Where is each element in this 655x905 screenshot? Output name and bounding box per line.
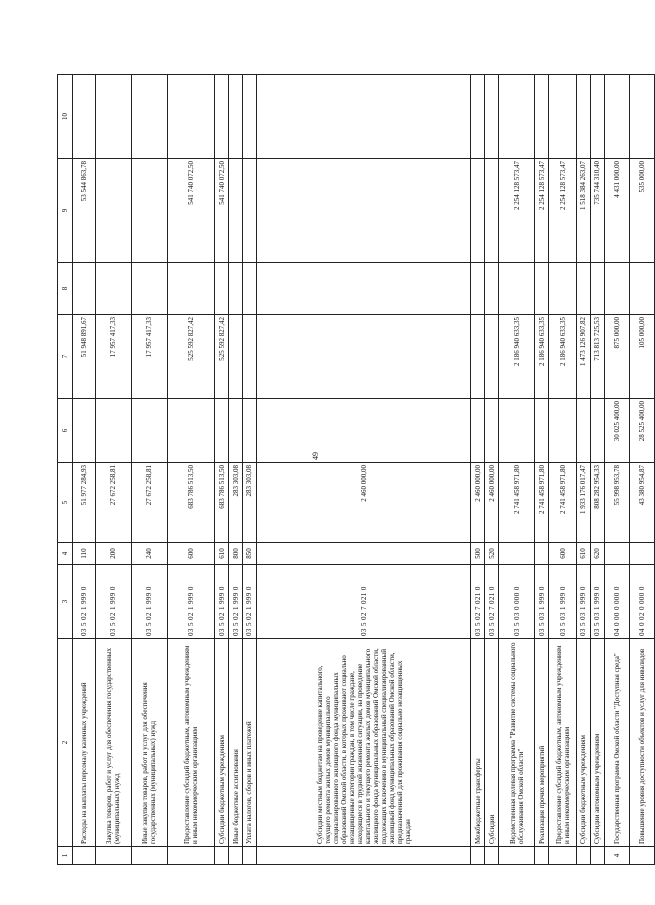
- amount-col8: [499, 263, 535, 315]
- table-row: [604, 75, 629, 865]
- description: Межбюджетные трансферты: [471, 639, 485, 847]
- classification-code: 03 5 02 7 021 0: [471, 565, 485, 639]
- table-row: [629, 75, 654, 865]
- amount-col7: [471, 315, 485, 399]
- column-header: 2: [58, 639, 73, 847]
- amount-col10: [590, 75, 604, 159]
- amount-col10: [576, 75, 590, 159]
- amount-col9: 535 000,00: [629, 159, 654, 263]
- amount-col5: 283 303,08: [243, 463, 257, 543]
- amount-col6: [535, 399, 549, 463]
- description: Субсидии автономным учреждениям: [590, 639, 604, 847]
- description: Реализация прочих мероприятий: [535, 639, 549, 847]
- classification-code: 03 5 03 1 999 0: [535, 565, 549, 639]
- classification-code: 03 5 03 1 999 0: [590, 565, 604, 639]
- amount-col9: [229, 159, 243, 263]
- expense-type-code: 240: [131, 543, 167, 565]
- classification-code: 03 5 03 1 999 0: [576, 565, 590, 639]
- table-row: [167, 75, 214, 865]
- table-row: [243, 75, 257, 865]
- amount-col7: 2 186 940 633,35: [535, 315, 549, 399]
- amount-col7: 875 000,00: [604, 315, 629, 399]
- description: Субсидии бюджетным учреждениям: [576, 639, 590, 847]
- amount-col5: 51 977 284,93: [73, 463, 95, 543]
- description: Субсидии: [485, 639, 499, 847]
- classification-code: 03 5 02 1 999 0: [215, 565, 229, 639]
- amount-col5: 2 460 000,00: [256, 463, 470, 543]
- classification-code: 03 5 03 0 000 0: [499, 565, 535, 639]
- amount-col6: [485, 399, 499, 463]
- expense-type-code: 610: [576, 543, 590, 565]
- amount-col10: [629, 75, 654, 159]
- row-number: [576, 847, 590, 865]
- column-header: 1: [58, 847, 73, 865]
- table-row: [256, 75, 470, 865]
- amount-col6: [256, 399, 470, 463]
- table-row: [535, 75, 549, 865]
- amount-col6: 28 525 400,00: [629, 399, 654, 463]
- description: Расходы на выплаты персоналу казенных учреждений: [73, 639, 95, 847]
- table-row: [549, 75, 577, 865]
- column-header: 7: [58, 315, 73, 399]
- column-header: 9: [58, 159, 73, 263]
- amount-col10: [95, 75, 131, 159]
- amount-col5: 2 741 458 971,80: [535, 463, 549, 543]
- row-number: [95, 847, 131, 865]
- amount-col5: 808 282 954,33: [590, 463, 604, 543]
- amount-col6: [549, 399, 577, 463]
- description: Закупка товаров, работ и услуг для обеспечения государственных (муниципальных) нужд: [95, 639, 131, 847]
- expense-type-code: 600: [167, 543, 214, 565]
- amount-col9: 4 431 000,00: [604, 159, 629, 263]
- amount-col6: [590, 399, 604, 463]
- amount-col8: [629, 263, 654, 315]
- row-number: [73, 847, 95, 865]
- amount-col5: 43 380 954,87: [629, 463, 654, 543]
- amount-col7: 105 000,00: [629, 315, 654, 399]
- table-row: [471, 75, 485, 865]
- amount-col6: 30 025 400,00: [604, 399, 629, 463]
- amount-col6: [215, 399, 229, 463]
- amount-col7: 51 948 891,67: [73, 315, 95, 399]
- amount-col9: 53 544 863,78: [73, 159, 95, 263]
- row-number: [590, 847, 604, 865]
- amount-col9: [95, 159, 131, 263]
- classification-code: 03 5 02 1 999 0: [167, 565, 214, 639]
- row-number: [629, 847, 654, 865]
- amount-col10: [535, 75, 549, 159]
- expense-type-code: [256, 543, 470, 565]
- amount-col5: 283 303,08: [229, 463, 243, 543]
- amount-col7: 525 592 827,42: [167, 315, 214, 399]
- amount-col9: [131, 159, 167, 263]
- amount-col9: 735 744 310,40: [590, 159, 604, 263]
- expense-type-code: [629, 543, 654, 565]
- amount-col7: [256, 315, 470, 399]
- amount-col6: [167, 399, 214, 463]
- amount-col8: [73, 263, 95, 315]
- row-number: [215, 847, 229, 865]
- expense-type-code: 850: [243, 543, 257, 565]
- description: Государственная программа Омской области "Доступная среда": [604, 639, 629, 847]
- table-row: [499, 75, 535, 865]
- page-number: 49: [311, 452, 320, 460]
- description: Уплата налогов, сборов и иных платежей: [243, 639, 257, 847]
- amount-col5: 2 460 000,00: [471, 463, 485, 543]
- amount-col8: [131, 263, 167, 315]
- amount-col5: 27 672 258,81: [95, 463, 131, 543]
- classification-code: 03 5 03 1 999 0: [549, 565, 577, 639]
- expense-type-code: [604, 543, 629, 565]
- amount-col8: [229, 263, 243, 315]
- expense-type-code: 620: [590, 543, 604, 565]
- amount-col7: 17 957 417,33: [131, 315, 167, 399]
- amount-col7: [243, 315, 257, 399]
- amount-col10: [131, 75, 167, 159]
- table-row: [576, 75, 590, 865]
- amount-col5: 1 933 176 017,47: [576, 463, 590, 543]
- expense-type-code: 610: [215, 543, 229, 565]
- amount-col6: [243, 399, 257, 463]
- budget-table-sheet: [57, 75, 655, 865]
- amount-col5: 55 998 953,78: [604, 463, 629, 543]
- amount-col7: 2 186 940 633,35: [499, 315, 535, 399]
- description: Повышение уровня доступности объектов и услуг для инвалидов: [629, 639, 654, 847]
- row-number: [485, 847, 499, 865]
- amount-col10: [256, 75, 470, 159]
- amount-col10: [549, 75, 577, 159]
- classification-code: 03 5 02 1 999 0: [73, 565, 95, 639]
- amount-col8: [549, 263, 577, 315]
- classification-code: 03 5 02 1 999 0: [131, 565, 167, 639]
- amount-col10: [229, 75, 243, 159]
- table-row: [73, 75, 95, 865]
- amount-col7: 713 813 725,53: [590, 315, 604, 399]
- amount-col10: [604, 75, 629, 159]
- classification-code: 03 5 02 1 999 0: [95, 565, 131, 639]
- amount-col8: [535, 263, 549, 315]
- amount-col10: [73, 75, 95, 159]
- amount-col7: [485, 315, 499, 399]
- table-row: [131, 75, 167, 865]
- table-row: [215, 75, 229, 865]
- amount-col9: [243, 159, 257, 263]
- budget-table: [57, 74, 655, 865]
- row-number: [499, 847, 535, 865]
- expense-type-code: 200: [95, 543, 131, 565]
- classification-code: 03 5 02 7 021 0: [485, 565, 499, 639]
- amount-col9: 2 254 128 573,47: [535, 159, 549, 263]
- row-number: [549, 847, 577, 865]
- amount-col8: [167, 263, 214, 315]
- column-header: 8: [58, 263, 73, 315]
- table-row: [229, 75, 243, 865]
- amount-col9: [471, 159, 485, 263]
- amount-col7: 2 186 940 633,35: [549, 315, 577, 399]
- column-header: 6: [58, 399, 73, 463]
- description: Предоставление субсидий бюджетным, автономным учреждениям и иным некоммерческим организациям: [167, 639, 214, 847]
- amount-col9: 2 254 128 573,47: [549, 159, 577, 263]
- amount-col8: [590, 263, 604, 315]
- amount-col9: [256, 159, 470, 263]
- classification-code: 03 5 02 1 999 0: [243, 565, 257, 639]
- amount-col6: [499, 399, 535, 463]
- row-number: [229, 847, 243, 865]
- amount-col10: [499, 75, 535, 159]
- amount-col8: [471, 263, 485, 315]
- expense-type-code: 800: [229, 543, 243, 565]
- amount-col8: [576, 263, 590, 315]
- amount-col6: [229, 399, 243, 463]
- amount-col9: 541 740 072,50: [167, 159, 214, 263]
- amount-col7: 17 957 417,33: [95, 315, 131, 399]
- column-header: 3: [58, 565, 73, 639]
- amount-col7: 525 592 827,42: [215, 315, 229, 399]
- amount-col5: 683 786 513,50: [215, 463, 229, 543]
- amount-col5: 2 460 000,00: [485, 463, 499, 543]
- row-number: [167, 847, 214, 865]
- description: Субсидии местным бюджетам на проведение капитального, текущего ремонта жилых домов муниципального специализированного жилищного фонда муниципальных образований Омской области, в которых проживают социально незащищенные категории граждан, в том числе граждане, находящиеся в трудной жизненной ситуации, на проведение капитального и текущего ремонта жилых домов муниципального жилищного фонда муниципальных образований Омской области, подлежащих включению в муниципальный специализированный жилищный фонд муниципальных образований Омской области, предназначенный для проживания социально незащищенных граждан: [256, 639, 470, 847]
- header-row: [58, 75, 73, 865]
- description: Иные бюджетные ассигнования: [229, 639, 243, 847]
- amount-col10: [215, 75, 229, 159]
- expense-type-code: 600: [549, 543, 577, 565]
- amount-col6: [131, 399, 167, 463]
- amount-col9: 1 518 384 263,07: [576, 159, 590, 263]
- description: Иные закупки товаров, работ и услуг для обеспечения государственных (муниципальных) нужд: [131, 639, 167, 847]
- description: Субсидии бюджетным учреждениям: [215, 639, 229, 847]
- row-number: [256, 847, 470, 865]
- classification-code: 04 0 00 0 000 0: [604, 565, 629, 639]
- amount-col8: [604, 263, 629, 315]
- description: Ведомственная целевая программа "Развитие системы социального обслуживания Омской области": [499, 639, 535, 847]
- amount-col8: [485, 263, 499, 315]
- amount-col9: 541 740 072,50: [215, 159, 229, 263]
- amount-col8: [256, 263, 470, 315]
- amount-col9: [485, 159, 499, 263]
- column-header: 10: [58, 75, 73, 159]
- table-row: [590, 75, 604, 865]
- amount-col7: 1 473 126 907,82: [576, 315, 590, 399]
- amount-col8: [215, 263, 229, 315]
- amount-col8: [95, 263, 131, 315]
- amount-col6: [471, 399, 485, 463]
- classification-code: 03 5 02 7 021 0: [256, 565, 470, 639]
- amount-col5: 27 672 258,81: [131, 463, 167, 543]
- amount-col6: [95, 399, 131, 463]
- row-number: 4: [604, 847, 629, 865]
- row-number: [243, 847, 257, 865]
- column-header: 4: [58, 543, 73, 565]
- table-row: [95, 75, 131, 865]
- classification-code: 04 0 02 0 000 0: [629, 565, 654, 639]
- row-number: [471, 847, 485, 865]
- amount-col10: [471, 75, 485, 159]
- amount-col9: 2 254 128 573,47: [499, 159, 535, 263]
- column-header: 5: [58, 463, 73, 543]
- classification-code: 03 5 02 1 999 0: [229, 565, 243, 639]
- amount-col8: [243, 263, 257, 315]
- amount-col6: [73, 399, 95, 463]
- amount-col5: 2 741 458 971,80: [549, 463, 577, 543]
- amount-col10: [243, 75, 257, 159]
- row-number: [131, 847, 167, 865]
- expense-type-code: [535, 543, 549, 565]
- row-number: [535, 847, 549, 865]
- amount-col6: [576, 399, 590, 463]
- expense-type-code: 110: [73, 543, 95, 565]
- amount-col10: [167, 75, 214, 159]
- table-row: [485, 75, 499, 865]
- expense-type-code: 520: [485, 543, 499, 565]
- expense-type-code: 500: [471, 543, 485, 565]
- amount-col10: [485, 75, 499, 159]
- amount-col5: 2 741 458 971,80: [499, 463, 535, 543]
- amount-col5: 683 786 513,50: [167, 463, 214, 543]
- description: Предоставление субсидий бюджетным, автономным учреждениям и иным некоммерческим организациям: [549, 639, 577, 847]
- amount-col7: [229, 315, 243, 399]
- expense-type-code: [499, 543, 535, 565]
